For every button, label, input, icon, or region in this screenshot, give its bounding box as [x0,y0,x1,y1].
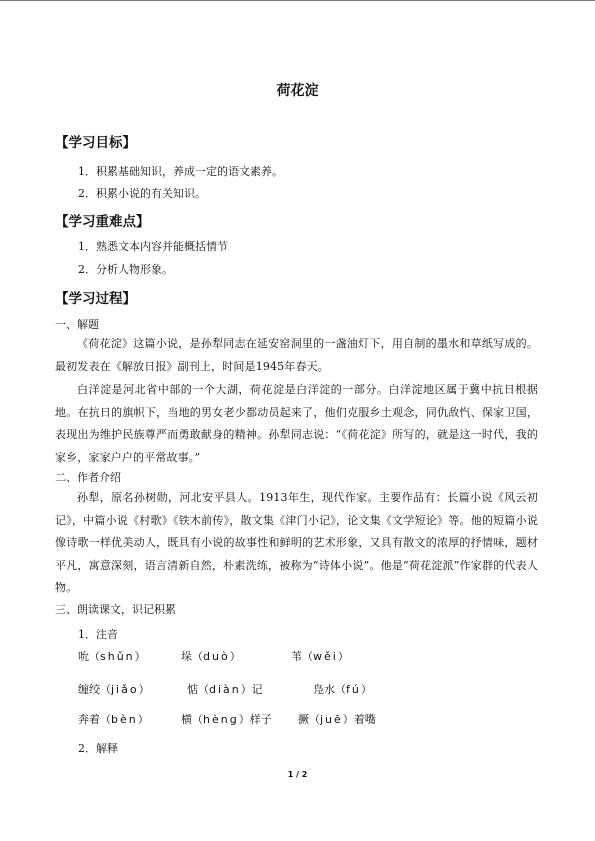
pinyin-item: 缠绞（jiǎo） [78,683,150,696]
sub-heading-zhuyin: 1．注音 [78,628,118,641]
part-heading-reading: 三、朗读课文，识记积累 [55,603,176,616]
pinyin-item: 吮（shǔn） [78,650,146,663]
section-heading-goals: 【学习目标】 [55,135,136,151]
part-heading-author: 二、作者介绍 [55,471,121,484]
pinyin-item: 横（hèng）样子 [181,713,272,726]
section-heading-keypoints: 【学习重难点】 [55,214,150,230]
page-number: 1 / 2 [287,770,308,779]
part-heading-jieti: 一、解题 [55,318,99,331]
section-heading-process: 【学习过程】 [55,291,136,307]
pinyin-item: 苇（wěi） [291,650,349,663]
paragraph-jieti-2: 白洋淀是河北省中部的一个大湖，荷花淀是白洋淀的一部分。白洋淀地区属于冀中抗日根据地。在抗日的旗帜下，当地的男女老少都动员起来了，他们克服乡土观念，同仇敌忾、保家卫国，表现出为维护民族尊严而勇敢献身的精神。孙犁同志说：“《荷花淀》所写的，就是这一时代，我的家乡，家家户户的平常故事。” [55,383,538,464]
pinyin-item: 凫水（fú） [313,683,372,696]
pinyin-item: 惦（diàn）记 [187,683,263,696]
pinyin-item: 撅（juē）着嘴 [298,713,376,726]
paragraph-author: 孙犁，原名孙树勋，河北安平县人。1913年生，现代作家。主要作品有：长篇小说《风云初记》，中篇小说《村歌》《铁木前传》，散文集《津门小记》，论文集《文学短论》等。他的短篇小说像诗歌一样优美动人，既具有小说的故事性和鲜明的艺术形象，又具有散文的浓厚的抒情味，题材平凡，寓意深刻，语言清新自然，朴素洗练，被称为“诗体小说”。他是“荷花淀派”作家群的代表人物。 [55,491,538,594]
sub-heading-jieshi: 2．解释 [78,742,118,755]
keypoint-item-1: 1．熟悉文本内容并能概括情节 [78,240,228,253]
pinyin-item: 奔着（bèn） [78,713,149,726]
paragraph-jieti-1: 《荷花淀》这篇小说，是孙犁同志在延安窑洞里的一盏油灯下，用自制的墨水和草纸写成的。最初发表在《解放日报》副刊上，时间是1945年春天。 [55,337,538,373]
pinyin-item: 垛（duò） [181,650,241,663]
keypoint-item-2: 2．分析人物形象。 [78,263,173,276]
page-title: 荷花淀 [276,83,319,99]
goal-item-2: 2．积累小说的有关知识。 [78,187,206,200]
goal-item-1: 1．积累基础知识，养成一定的语文素养。 [78,165,283,178]
